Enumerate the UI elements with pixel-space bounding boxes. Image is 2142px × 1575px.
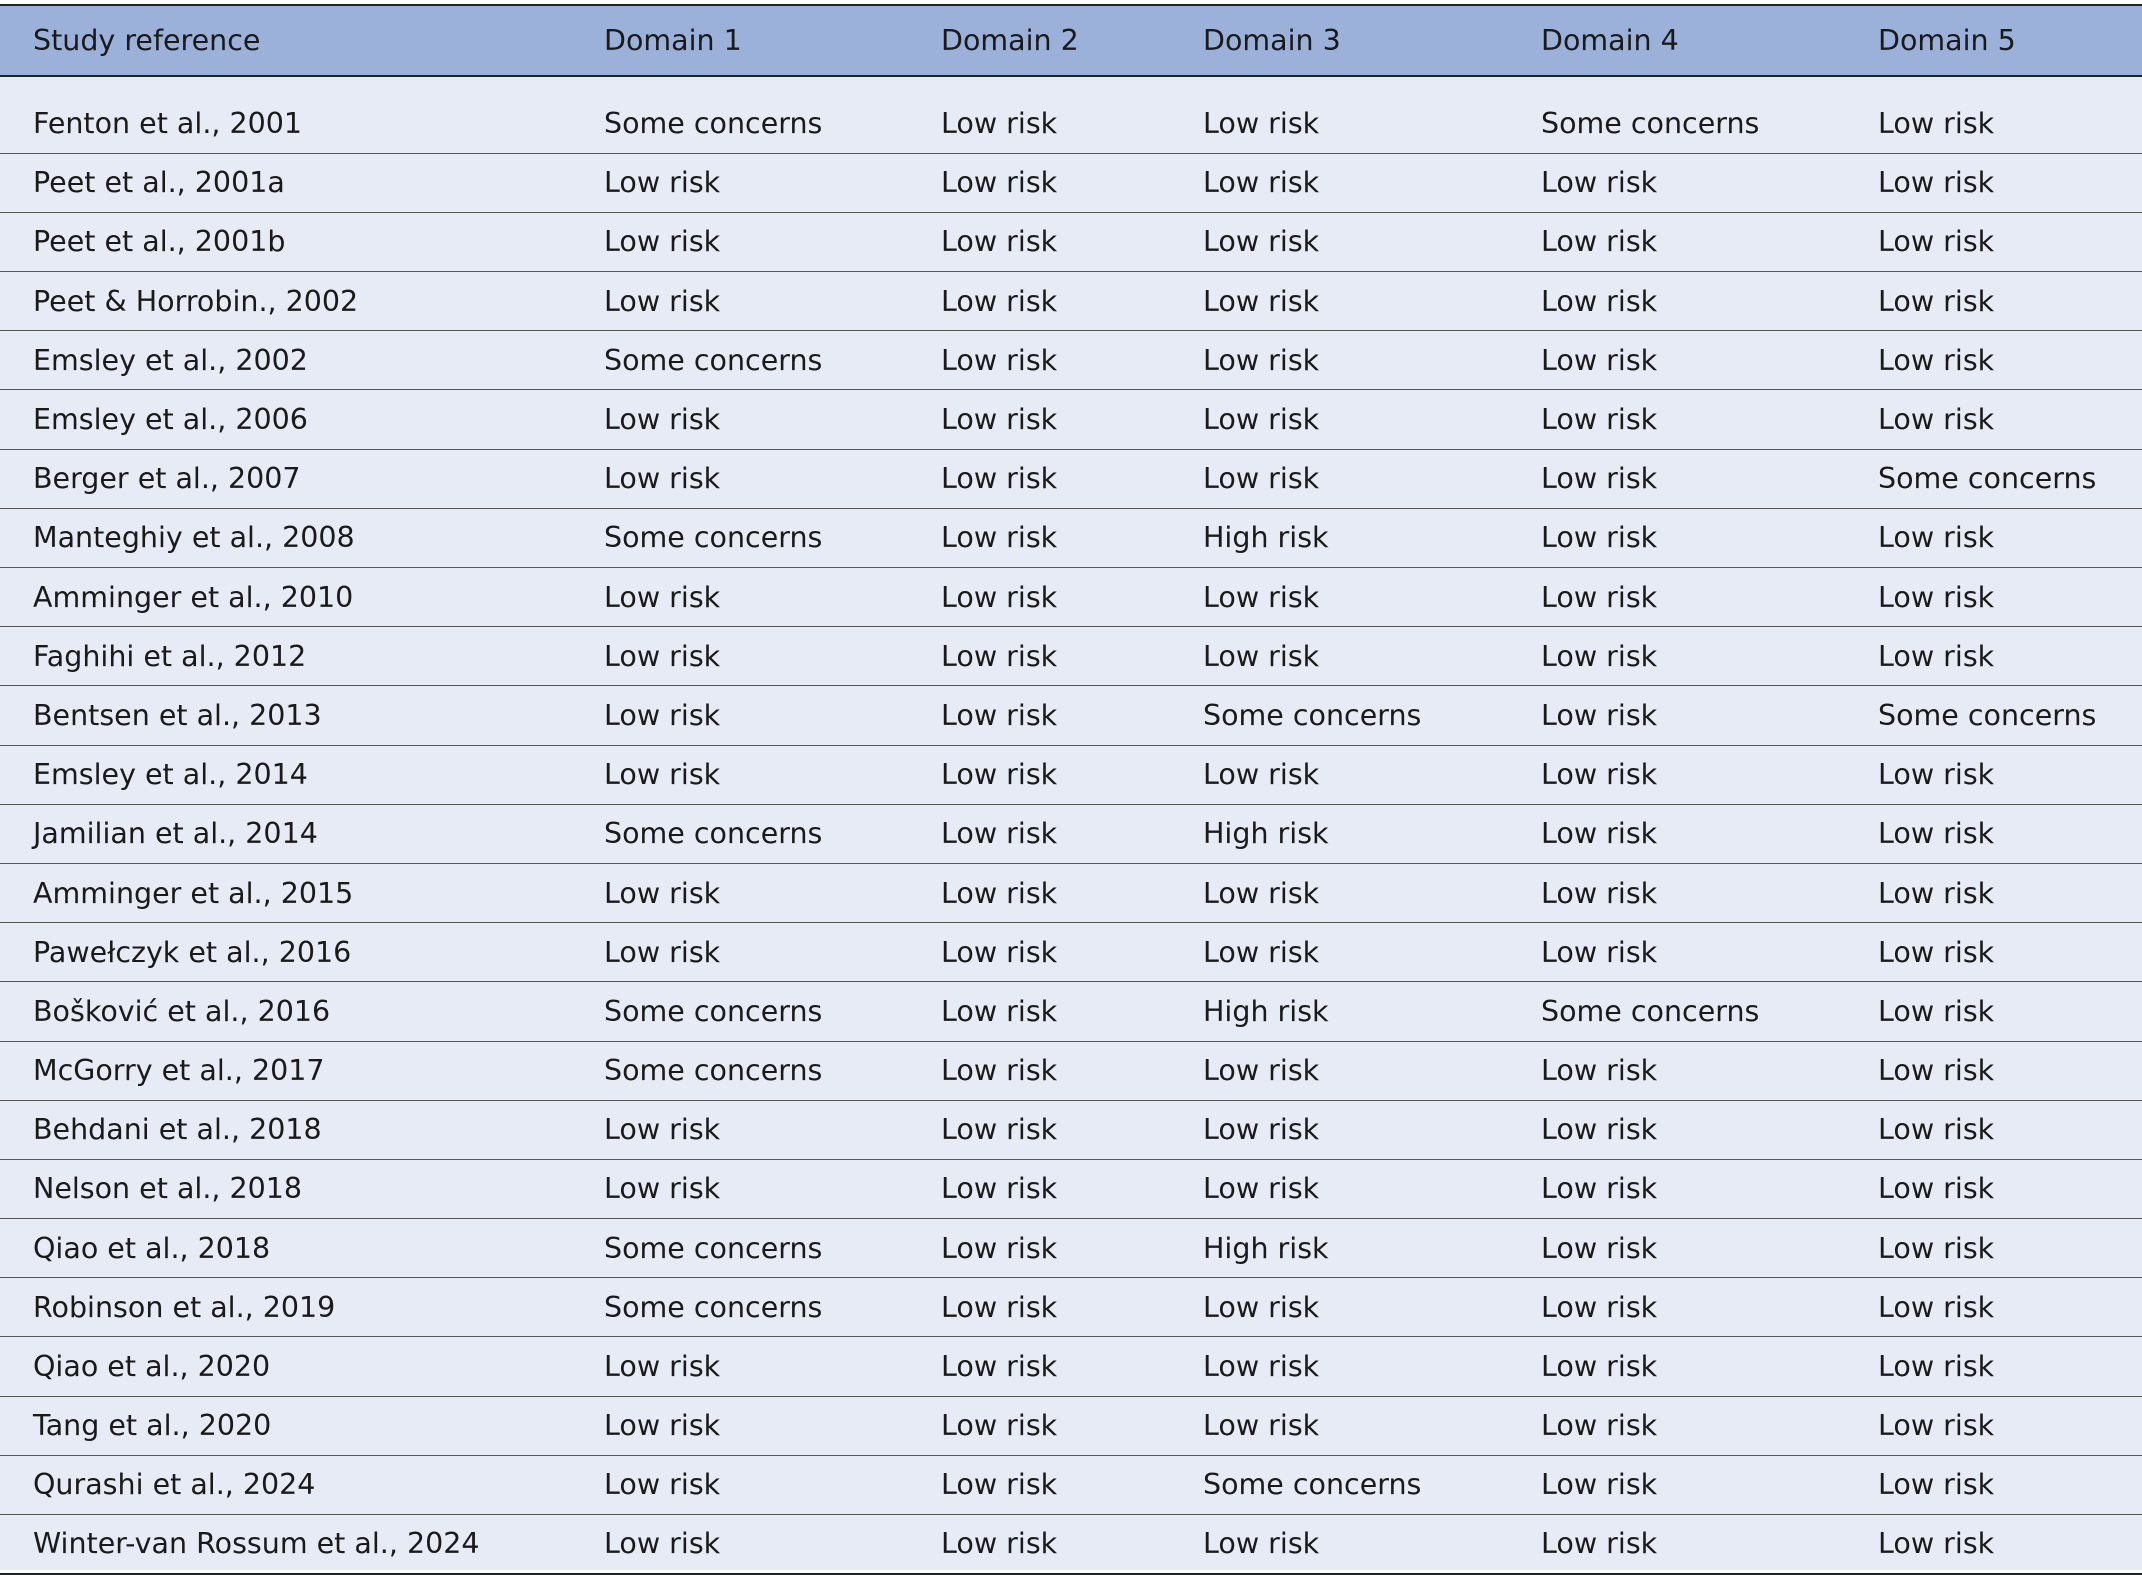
header-domain-1: Domain 1 [604, 5, 941, 76]
cell-domain-3: Low risk [1203, 1278, 1541, 1337]
cell-study-reference: Winter-van Rossum et al., 2024 [0, 1515, 604, 1574]
cell-domain-1: Low risk [604, 923, 941, 982]
cell-domain-3: Some concerns [1203, 686, 1541, 745]
cell-domain-5: Low risk [1878, 1100, 2142, 1159]
cell-domain-1: Some concerns [604, 331, 941, 390]
cell-domain-2: Low risk [941, 1041, 1203, 1100]
cell-domain-2: Low risk [941, 212, 1203, 271]
cell-study-reference: Emsley et al., 2006 [0, 390, 604, 449]
cell-study-reference: Pawełczyk et al., 2016 [0, 923, 604, 982]
cell-domain-1: Low risk [604, 153, 941, 212]
table-row [0, 745, 2142, 804]
cell-domain-3: Some concerns [1203, 1455, 1541, 1514]
table-row [0, 982, 2142, 1041]
table-row [0, 1337, 2142, 1396]
cell-domain-3: Low risk [1203, 1041, 1541, 1100]
cell-domain-1: Low risk [604, 627, 941, 686]
cell-domain-3: Low risk [1203, 272, 1541, 331]
cell-domain-5: Low risk [1878, 568, 2142, 627]
cell-domain-1: Low risk [604, 1159, 941, 1218]
cell-domain-3: Low risk [1203, 745, 1541, 804]
cell-domain-1: Low risk [604, 1337, 941, 1396]
cell-domain-1: Some concerns [604, 508, 941, 567]
header-spacer [0, 76, 2142, 94]
cell-domain-5: Low risk [1878, 1515, 2142, 1574]
cell-domain-5: Low risk [1878, 508, 2142, 567]
table-row [0, 153, 2142, 212]
table-row [0, 1455, 2142, 1514]
cell-domain-4: Low risk [1541, 449, 1878, 508]
cell-domain-2: Low risk [941, 390, 1203, 449]
header-domain-3: Domain 3 [1203, 5, 1541, 76]
cell-domain-2: Low risk [941, 508, 1203, 567]
cell-domain-3: High risk [1203, 508, 1541, 567]
cell-domain-2: Low risk [941, 923, 1203, 982]
cell-domain-5: Low risk [1878, 153, 2142, 212]
cell-domain-5: Low risk [1878, 923, 2142, 982]
cell-domain-4: Low risk [1541, 863, 1878, 922]
table-row [0, 1100, 2142, 1159]
table-row [0, 1159, 2142, 1218]
table-row [0, 863, 2142, 922]
cell-domain-4: Low risk [1541, 1041, 1878, 1100]
cell-study-reference: Qiao et al., 2020 [0, 1337, 604, 1396]
cell-domain-5: Low risk [1878, 863, 2142, 922]
cell-domain-1: Low risk [604, 1515, 941, 1574]
cell-domain-5: Low risk [1878, 212, 2142, 271]
cell-study-reference: McGorry et al., 2017 [0, 1041, 604, 1100]
cell-domain-3: Low risk [1203, 1515, 1541, 1574]
cell-study-reference: Qurashi et al., 2024 [0, 1455, 604, 1514]
cell-domain-2: Low risk [941, 94, 1203, 153]
cell-domain-5: Low risk [1878, 1337, 2142, 1396]
cell-domain-4: Some concerns [1541, 94, 1878, 153]
cell-study-reference: Nelson et al., 2018 [0, 1159, 604, 1218]
cell-study-reference: Peet & Horrobin., 2002 [0, 272, 604, 331]
table-row [0, 1396, 2142, 1455]
cell-domain-1: Low risk [604, 1396, 941, 1455]
cell-domain-4: Low risk [1541, 1278, 1878, 1337]
cell-domain-2: Low risk [941, 449, 1203, 508]
cell-domain-1: Low risk [604, 272, 941, 331]
cell-domain-4: Low risk [1541, 804, 1878, 863]
cell-domain-1: Low risk [604, 686, 941, 745]
spacer-cell [0, 76, 2142, 94]
cell-study-reference: Peet et al., 2001b [0, 212, 604, 271]
table-row [0, 94, 2142, 153]
cell-study-reference: Bentsen et al., 2013 [0, 686, 604, 745]
cell-domain-3: Low risk [1203, 627, 1541, 686]
cell-study-reference: Faghihi et al., 2012 [0, 627, 604, 686]
cell-domain-2: Low risk [941, 686, 1203, 745]
table-row [0, 568, 2142, 627]
cell-domain-5: Low risk [1878, 982, 2142, 1041]
header-domain-4: Domain 4 [1541, 5, 1878, 76]
cell-study-reference: Emsley et al., 2014 [0, 745, 604, 804]
cell-domain-5: Low risk [1878, 1455, 2142, 1514]
cell-study-reference: Amminger et al., 2015 [0, 863, 604, 922]
cell-study-reference: Emsley et al., 2002 [0, 331, 604, 390]
cell-domain-5: Low risk [1878, 1219, 2142, 1278]
cell-study-reference: Peet et al., 2001a [0, 153, 604, 212]
cell-domain-3: Low risk [1203, 212, 1541, 271]
table-row [0, 1219, 2142, 1278]
table-row [0, 212, 2142, 271]
cell-domain-4: Low risk [1541, 568, 1878, 627]
cell-domain-2: Low risk [941, 331, 1203, 390]
cell-domain-4: Low risk [1541, 212, 1878, 271]
cell-domain-3: High risk [1203, 1219, 1541, 1278]
cell-domain-4: Low risk [1541, 331, 1878, 390]
cell-domain-4: Low risk [1541, 1337, 1878, 1396]
cell-study-reference: Robinson et al., 2019 [0, 1278, 604, 1337]
cell-domain-1: Low risk [604, 568, 941, 627]
cell-domain-3: High risk [1203, 982, 1541, 1041]
cell-domain-2: Low risk [941, 745, 1203, 804]
cell-domain-5: Low risk [1878, 272, 2142, 331]
cell-domain-5: Low risk [1878, 390, 2142, 449]
cell-domain-5: Some concerns [1878, 686, 2142, 745]
table-row [0, 272, 2142, 331]
cell-domain-3: Low risk [1203, 449, 1541, 508]
table-row [0, 331, 2142, 390]
cell-study-reference: Tang et al., 2020 [0, 1396, 604, 1455]
cell-domain-4: Low risk [1541, 1455, 1878, 1514]
table-row [0, 923, 2142, 982]
header-domain-2: Domain 2 [941, 5, 1203, 76]
cell-domain-1: Some concerns [604, 1041, 941, 1100]
cell-domain-1: Some concerns [604, 1219, 941, 1278]
cell-domain-4: Low risk [1541, 686, 1878, 745]
cell-study-reference: Qiao et al., 2018 [0, 1219, 604, 1278]
cell-domain-1: Low risk [604, 212, 941, 271]
cell-study-reference: Jamilian et al., 2014 [0, 804, 604, 863]
cell-domain-5: Low risk [1878, 804, 2142, 863]
cell-domain-1: Low risk [604, 390, 941, 449]
cell-domain-3: Low risk [1203, 1396, 1541, 1455]
cell-study-reference: Bošković et al., 2016 [0, 982, 604, 1041]
table-row [0, 627, 2142, 686]
cell-domain-2: Low risk [941, 804, 1203, 863]
cell-domain-4: Low risk [1541, 508, 1878, 567]
cell-domain-5: Low risk [1878, 1159, 2142, 1218]
header-study-reference: Study reference [0, 5, 604, 76]
cell-domain-5: Low risk [1878, 745, 2142, 804]
cell-domain-5: Low risk [1878, 1278, 2142, 1337]
table-row [0, 1515, 2142, 1574]
cell-domain-5: Low risk [1878, 1396, 2142, 1455]
cell-domain-1: Low risk [604, 863, 941, 922]
cell-domain-1: Some concerns [604, 1278, 941, 1337]
cell-study-reference: Fenton et al., 2001 [0, 94, 604, 153]
cell-study-reference: Berger et al., 2007 [0, 449, 604, 508]
cell-domain-3: Low risk [1203, 863, 1541, 922]
cell-domain-2: Low risk [941, 153, 1203, 212]
cell-domain-1: Some concerns [604, 804, 941, 863]
cell-domain-1: Low risk [604, 1100, 941, 1159]
cell-domain-2: Low risk [941, 627, 1203, 686]
cell-domain-3: Low risk [1203, 1159, 1541, 1218]
cell-domain-1: Some concerns [604, 94, 941, 153]
cell-domain-5: Low risk [1878, 331, 2142, 390]
header-row [0, 5, 2142, 76]
table-row [0, 1278, 2142, 1337]
cell-domain-4: Low risk [1541, 1515, 1878, 1574]
table-header [0, 5, 2142, 76]
cell-domain-3: Low risk [1203, 390, 1541, 449]
cell-domain-3: Low risk [1203, 1337, 1541, 1396]
cell-study-reference: Behdani et al., 2018 [0, 1100, 604, 1159]
cell-domain-4: Low risk [1541, 745, 1878, 804]
table-body [0, 94, 2142, 1574]
cell-domain-2: Low risk [941, 863, 1203, 922]
cell-domain-5: Low risk [1878, 94, 2142, 153]
cell-domain-2: Low risk [941, 1100, 1203, 1159]
cell-domain-2: Low risk [941, 272, 1203, 331]
cell-study-reference: Manteghiy et al., 2008 [0, 508, 604, 567]
cell-domain-1: Low risk [604, 745, 941, 804]
cell-domain-3: Low risk [1203, 568, 1541, 627]
cell-domain-4: Low risk [1541, 272, 1878, 331]
cell-domain-5: Some concerns [1878, 449, 2142, 508]
cell-domain-2: Low risk [941, 1455, 1203, 1514]
table-row [0, 1041, 2142, 1100]
cell-domain-4: Low risk [1541, 390, 1878, 449]
cell-domain-4: Low risk [1541, 627, 1878, 686]
cell-domain-3: Low risk [1203, 331, 1541, 390]
table-row [0, 449, 2142, 508]
table-row [0, 804, 2142, 863]
cell-domain-4: Low risk [1541, 1219, 1878, 1278]
cell-domain-4: Low risk [1541, 923, 1878, 982]
cell-domain-3: Low risk [1203, 94, 1541, 153]
cell-domain-5: Low risk [1878, 627, 2142, 686]
cell-domain-2: Low risk [941, 982, 1203, 1041]
cell-domain-4: Low risk [1541, 153, 1878, 212]
cell-domain-3: High risk [1203, 804, 1541, 863]
cell-domain-5: Low risk [1878, 1041, 2142, 1100]
cell-domain-2: Low risk [941, 568, 1203, 627]
header-domain-5: Domain 5 [1878, 5, 2142, 76]
cell-domain-4: Low risk [1541, 1159, 1878, 1218]
table-row [0, 686, 2142, 745]
cell-domain-2: Low risk [941, 1337, 1203, 1396]
cell-domain-4: Some concerns [1541, 982, 1878, 1041]
cell-domain-3: Low risk [1203, 153, 1541, 212]
cell-domain-1: Some concerns [604, 982, 941, 1041]
cell-domain-1: Low risk [604, 449, 941, 508]
cell-domain-2: Low risk [941, 1396, 1203, 1455]
cell-domain-4: Low risk [1541, 1396, 1878, 1455]
cell-domain-2: Low risk [941, 1219, 1203, 1278]
cell-domain-2: Low risk [941, 1278, 1203, 1337]
cell-domain-2: Low risk [941, 1515, 1203, 1574]
risk-of-bias-table [0, 4, 2142, 1575]
table-row [0, 508, 2142, 567]
cell-domain-3: Low risk [1203, 1100, 1541, 1159]
cell-study-reference: Amminger et al., 2010 [0, 568, 604, 627]
cell-domain-3: Low risk [1203, 923, 1541, 982]
risk-of-bias-table-container [0, 4, 2142, 1570]
cell-domain-2: Low risk [941, 1159, 1203, 1218]
table-row [0, 390, 2142, 449]
cell-domain-4: Low risk [1541, 1100, 1878, 1159]
cell-domain-1: Low risk [604, 1455, 941, 1514]
